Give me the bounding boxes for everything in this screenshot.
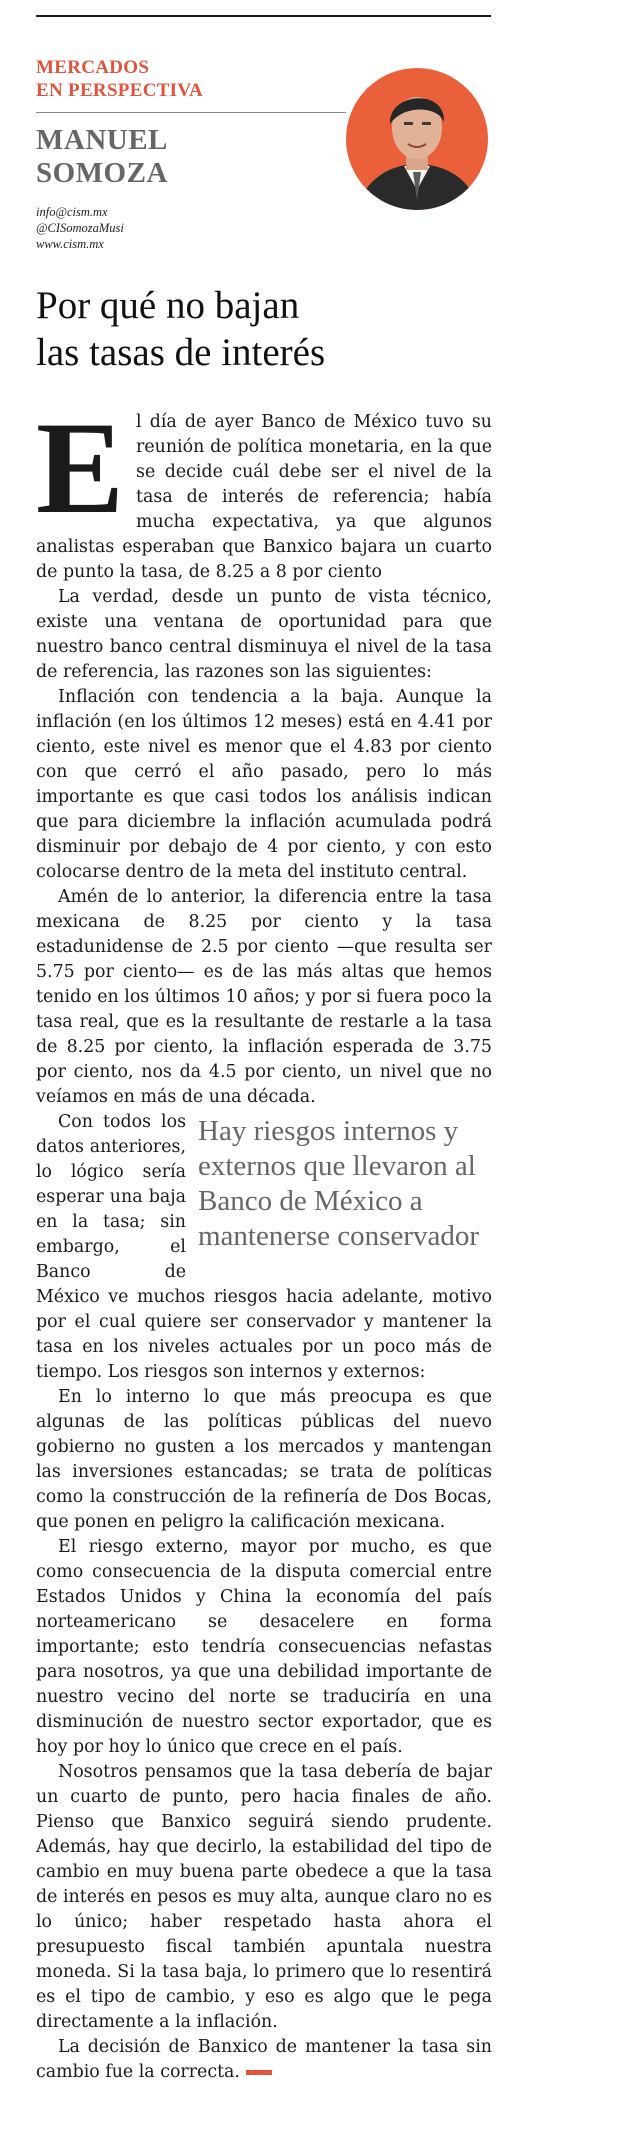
column-section-title [36,56,203,102]
paragraph-1 [36,394,492,585]
paragraph-9-text: La decisión de Banxico de mantener la tasa sin cambio fue la correcta. [36,2037,492,2082]
paragraph-1-text: l día de ayer Banco de México tuvo su reunión de política monetaria, en la que se decide cuál debe ser el nivel de la tasa de interés de referencia; había mucha expectativa, ya que algunos analistas esperaban que Banxico bajara un cuarto de punto la tasa, de 8.25 a 8 por ciento [36,412,492,582]
author-last-name: SOMOZA [36,157,168,189]
paragraph-9 [36,2035,492,2085]
pull-quote: Hay riesgos internos y externos que llevaron al Banco de México a mantenerse conservador [198,1115,480,1252]
author-photo [346,68,488,210]
headline [36,282,325,376]
author-name [36,124,168,190]
paragraph-4: Amén de lo anterior, la diferencia entre la tasa mexicana de 8.25 por ciento y la tasa estadunidense de 2.5 por ciento —que resulta ser 5.75 por ciento— es de las más altas que hemos tenido en los últimos 10 años; y por si fuera poco la tasa real, que es la resultante de restarle a la tasa de 8.25 por ciento, la inflación esperada de 3.75 por ciento, nos da 4.5 por ciento, un nivel que no veíamos en más de una década. [36,887,492,1107]
top-rule [36,15,491,17]
section-line-2: EN PERSPECTIVA [36,80,203,101]
paragraph-6: En lo interno lo que más preocupa es que algunas de las políticas públicas del nuevo gobierno no gusten a los mercados y mantengan las inversiones estancadas; se trata de políticas como la construcción de la refinería de Dos Bocas, que ponen en peligro la calificación mexicana. [36,1387,492,1532]
drop-cap: E [36,394,125,541]
author-website[interactable]: www.cism.mx [36,237,104,251]
headline-line-1: Por qué no bajan [36,284,300,327]
name-rule [36,112,346,113]
author-twitter[interactable]: @CISomozaMusi [36,221,124,235]
paragraph-5: Con todos los datos anteriores, lo lógico sería esperar una baja en la tasa; sin embargo, el Banco de México ve muchos riesgos hacia adelante, motivo por el cual quiere ser conservador y mantener la tasa en los niveles actuales por un poco más de tiempo. Los riesgos son internos y externos: [36,1112,492,1382]
end-mark [246,2070,272,2075]
author-email[interactable]: info@cism.mx [36,205,108,219]
paragraph-3: Inflación con tendencia a la baja. Aunque la inflación (en los últimos 12 meses) está en 4.41 por ciento, este nivel es menor que el 4.83 por ciento con que cerró el año pasado, pero lo más importante es que casi todos los análisis indican que para diciembre la inflación acumulada podrá disminuir por debajo de 4 por ciento, y con esto colocarse dentro de la meta del instituto central. [36,687,492,882]
headline-line-2: las tasas de interés [36,331,326,374]
paragraph-2: La verdad, desde un punto de vista técnico, existe una ventana de oportunidad para que nuestro banco central disminuya el nivel de la tasa de referencia, las razones son las siguientes: [36,587,492,682]
paragraph-7: El riesgo externo, mayor por mucho, es que como consecuencia de la disputa comercial entre Estados Unidos y China la economía del país norteamericano se desacelere en forma importante; esto tendría consecuencias nefastas para nosotros, ya que una debilidad importante de nuestro vecino del norte se traduciría en una disminución de nuestro sector exportador, que es hoy por hoy lo único que crece en el país. [36,1537,492,1757]
paragraph-8: Nosotros pensamos que la tasa debería de bajar un cuarto de punto, pero hacia finales de año. Pienso que Banxico seguirá siendo prudente. Además, hay que decirlo, la estabilidad del tipo de cambio en muy buena parte obedece a que la tasa de interés en pesos es muy alta, aunque claro no es lo único; haber respetado hasta ahora el presupuesto fiscal también apuntala nuestra moneda. Si la tasa baja, lo primero que lo resentirá es el tipo de cambio, y eso es algo que le pega directamente a la inflación. [36,1762,492,2032]
author-first-name: MANUEL [36,124,168,156]
author-contact [36,204,124,252]
article-body [36,394,492,2085]
section-line-1: MERCADOS [36,57,150,78]
